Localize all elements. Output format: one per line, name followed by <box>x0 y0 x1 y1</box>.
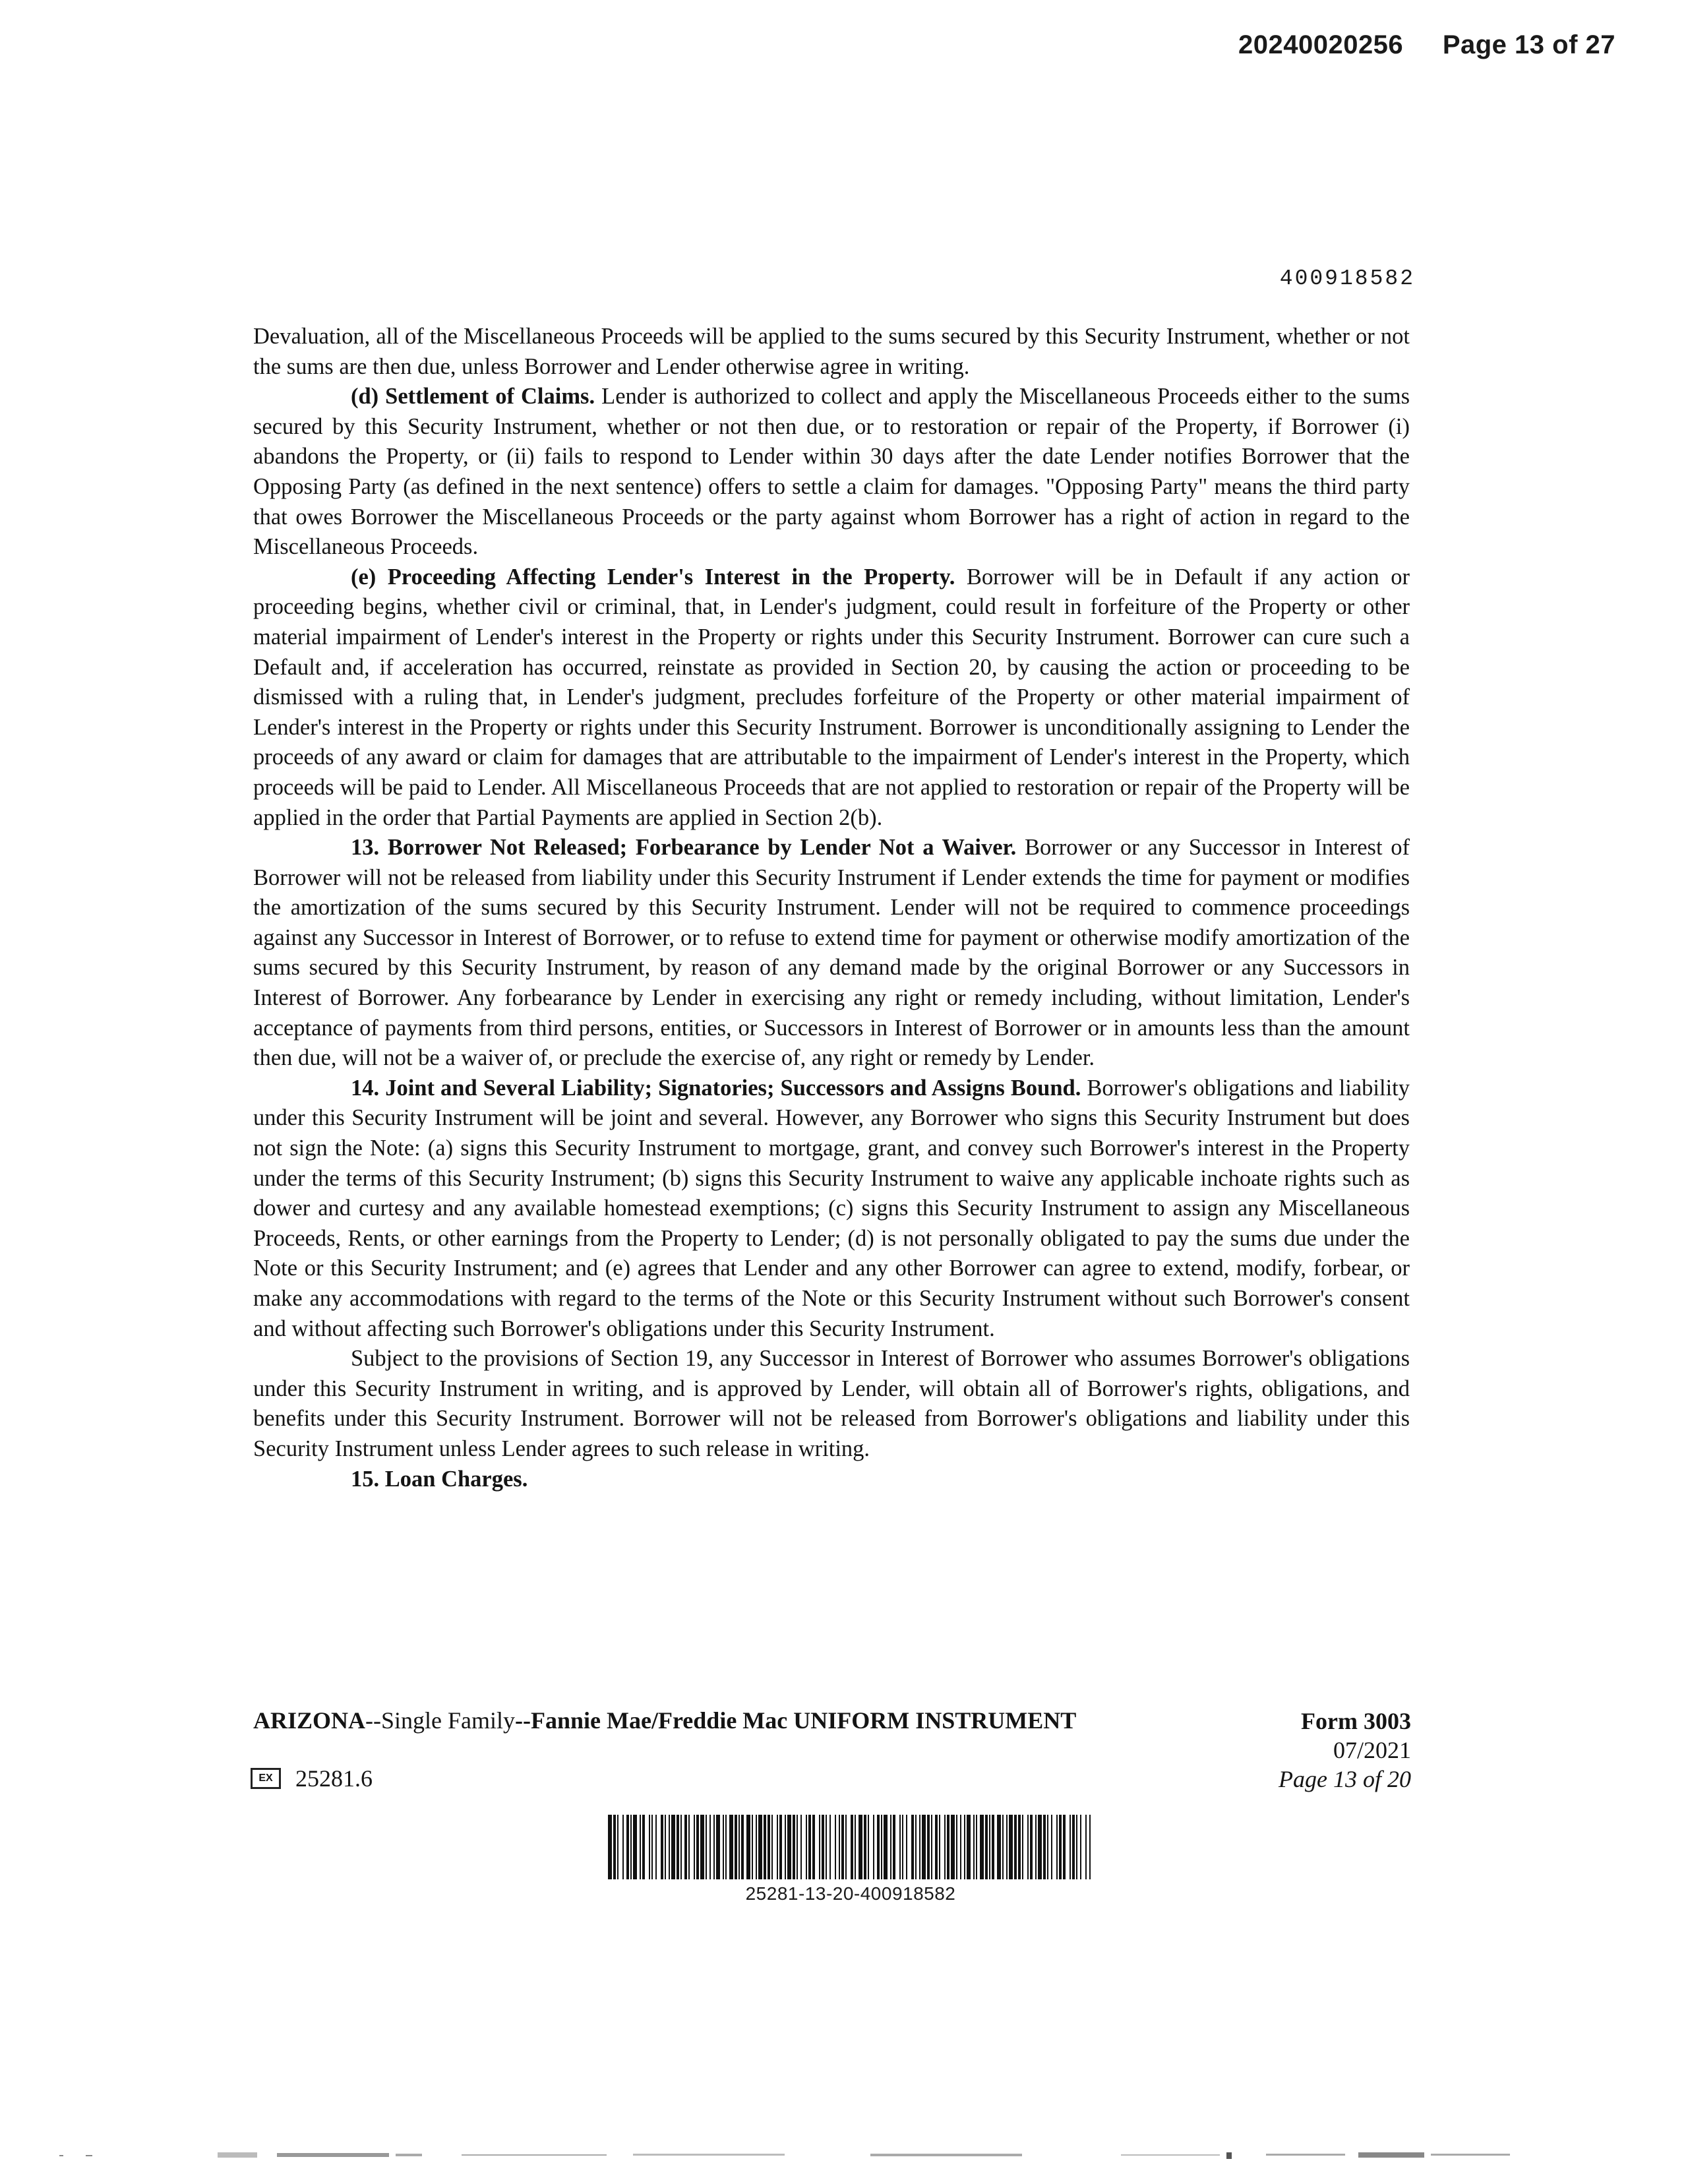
paragraph-settlement-of-claims <box>253 382 1410 562</box>
recording-header <box>1238 30 1615 60</box>
paragraph-section-14 <box>253 1074 1410 1344</box>
paragraph-lead: 13. Borrower Not Released; Forbearance by Lender Not a Waiver. <box>351 835 1017 861</box>
form-title <box>253 1707 1076 1734</box>
paragraph-text: Borrower or any Successor in Interest of Borrower will not be released from liability under this Security Instrument if Lender extends the time for payment or modifies the amortization of the sums secured by this Security Instrument. Lender will not be required to commence proceedings against any Successor in Interest of Borrower, or to refuse to extend time for payment or otherwise modify amortization of the sums secured by this Security Instrument, by reason of any demand made by the original Borrower or any Successors in Interest of Borrower. Any forbearance by Lender in exercising any right or remedy including, without limitation, Lender's acceptance of payments from third persons, entities, or Successors in Interest of Borrower or in amounts less than the amount then due, will not be a waiver of, or preclude the exercise of, any right or remedy by Lender. <box>253 835 1410 1071</box>
document-code: 25281.6 <box>295 1765 373 1792</box>
paragraph-lead: 14. Joint and Several Liability; Signatories; Successors and Assigns Bound. <box>351 1075 1081 1101</box>
paragraph-lead: (d) Settlement of Claims. <box>351 384 595 410</box>
loan-number: 400918582 <box>1279 266 1415 291</box>
paragraph-text: Subject to the provisions of Section 19, any Successor in Interest of Borrower who assumes Borrower's obligations under this Security Instrument in writing, and is approved by Lender, will obtain all of Borrower's rights, obligations, and benefits under this Security Instrument. Borrower will not be released from Borrower's obligations and liability under this Security Instrument unless Lender agrees to such release in writing. <box>253 1346 1410 1461</box>
separator: -- <box>365 1707 381 1734</box>
scan-noise-strip <box>0 2150 1688 2163</box>
barcode-block <box>607 1815 1095 1904</box>
paragraph-lead: (e) Proceeding Affecting Lender's Interest in the Property. <box>351 564 955 590</box>
form-page: Page 13 of 20 <box>1279 1766 1411 1792</box>
paragraph-section-13 <box>253 833 1410 1074</box>
page-count-label: Page 13 of 27 <box>1442 30 1615 59</box>
paragraph-text: Devaluation, all of the Miscellaneous Proceeds will be applied to the sums secured by this Security Instrument, whether or not the sums are then due, unless Borrower and Lender otherwise agree in writing. <box>253 324 1410 379</box>
form-family: Single Family <box>381 1707 516 1734</box>
form-number: Form 3003 <box>1301 1708 1411 1734</box>
form-info <box>1279 1707 1411 1794</box>
paragraph-text: Borrower will be in Default if any action or proceeding begins, whether civil or criminal, that, in Lender's judgment, could result in forfeiture of the Property or other material impairment of Lender's interest in the Property or rights under this Security Instrument. Borrower can cure such a Default and, if acceleration has occurred, reinstate as provided in Section 20, by causing the action or proceeding to be dismissed with a ruling that, in Lender's judgment, precludes forfeiture of the Property or other material impairment of Lender's interest in the Property or rights under this Security Instrument. Borrower is unconditionally assigning to Lender the proceeds of any award or claim for damages that are attributable to the impairment of Lender's interest in the Property, which proceeds will be paid to Lender. All Miscellaneous Proceeds that are not applied to restoration or repair of the Property will be applied in the order that Partial Payments are applied in Section 2(b). <box>253 564 1410 830</box>
paragraph-text: Borrower's obligations and liability under this Security Instrument will be joint and several. However, any Borrower who signs this Security Instrument but does not sign the Note: (a) signs this Security Instrument to mortgage, grant, and convey such Borrower's interest in the Property under the terms of this Security Instrument; (b) signs this Security Instrument to waive any applicable inchoate rights such as dower and curtesy and any available homestead exemptions; (c) signs this Security Instrument to assign any Miscellaneous Proceeds, Rents, or other earnings from the Property to Lender; (d) is not personally obligated to pay the sums due under the Note or this Security Instrument; and (e) agrees that Lender and any other Borrower can agree to extend, modify, forbear, or make any accommodations with regard to the terms of the Note or this Security Instrument without such Borrower's consent and without affecting such Borrower's obligations under this Security Instrument. <box>253 1075 1410 1341</box>
paragraph-proceeding-affecting-interest <box>253 562 1410 833</box>
recording-number: 20240020256 <box>1238 30 1404 59</box>
paragraph-successor-provisions <box>253 1344 1410 1464</box>
barcode-icon <box>607 1815 1095 1879</box>
form-instrument: Fannie Mae/Freddie Mac UNIFORM INSTRUMENT <box>531 1707 1077 1734</box>
barcode-text: 25281-13-20-400918582 <box>745 1883 956 1904</box>
paragraph-lead: 15. Loan Charges. <box>351 1466 528 1492</box>
paragraph-devaluation <box>253 322 1410 382</box>
document-body <box>253 322 1410 1494</box>
document-code-line <box>251 1765 373 1792</box>
form-state: ARIZONA <box>253 1707 366 1734</box>
form-date: 07/2021 <box>1333 1737 1411 1763</box>
paragraph-text: Lender is authorized to collect and apply the Miscellaneous Proceeds either to the sums secured by this Security Instrument, whether or not then due, or to restoration or repair of the Property, if Borrower (i) abandons the Property, or (ii) fails to respond to Lender within 30 days after the date Lender notifies Borrower that the Opposing Party (as defined in the next sentence) offers to settle a claim for damages. "Opposing Party" means the third party that owes Borrower the Miscellaneous Proceeds or the party against whom Borrower has a right of action in regard to the Miscellaneous Proceeds. <box>253 384 1410 560</box>
paragraph-section-15 <box>253 1465 1410 1495</box>
separator: -- <box>515 1707 531 1734</box>
ex-logo-icon: EX <box>251 1768 281 1789</box>
